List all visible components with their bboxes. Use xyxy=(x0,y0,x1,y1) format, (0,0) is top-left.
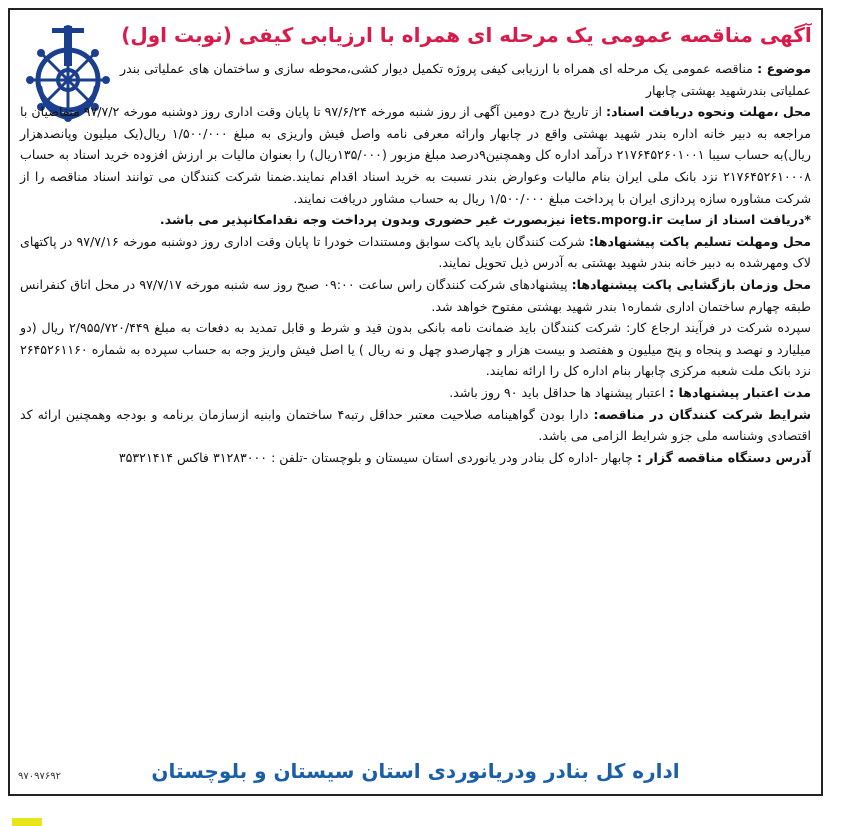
guarantee-paragraph: سپرده شرکت در فرآیند ارجاع کار: شرکت کنندگان باید ضمانت نامه بانکی بدون قید و شرط و قابل تمدید به دفعات به مبلغ ۲/۹۵۵/۷۲۰/۴۴۹ ریال (دو میلیارد و نهصد و پنجاه و پنج میلیون و هفتصد و بیست هزار و چهارصدو چهل و نه ریال ) یا اصل فیش واریز وجه به حساب سپرده به شماره ۲۶۴۵۲۶۱۱۶۰ نزد بانک ملت شعبه مرکزی چابهار بنام اداره کل را ارائه نمایند. xyxy=(20,320,811,379)
issuing-authority-footer: اداره کل بنادر ودریانوردی استان سیستان و بلوچستان xyxy=(151,759,680,783)
docs-deadline-text: از تاریخ درج دومین آگهی از روز شنبه مورخه ۹۷/۶/۲۴ تا پایان وقت اداری روز دوشنبه مورخه ۹۷/۷/۲ متقاضیان با مراجعه به دبیر خانه اداره بندر شهید بهشتی واقع در چابهار وارائه معرفی نامه واصل فیش واریزی به مبلغ ۱/۵۰۰/۰۰۰ ریال(یک میلیون وپانصدهزار ریال)به حساب سیبا ۲۱۷۶۴۵۲۶۰۱۰۰۱ درآمد اداره کل وهمچنین۹درصد مبلغ مزبور (۱۳۵/۰۰۰ریال) را بعنوان مالیات بر ارزش افزوده خرید اسناد به حساب ۲۱۷۶۴۵۲۶۱۰۰۰۸ نزد بانک ملی ایران بنام مالیات وعوارض بندر نسبت به خرید اسناد اقدام نمایند.ضمنا شرکت کنندگان می توانند اسناد مناقصه را از شرکت مشاوره سازه پردازی ایران با پرداخت مبلغ ۱/۵۰۰/۰۰۰ ریال به حساب مشاور دریافت نمایند. xyxy=(20,104,812,206)
address-text: چابهار -اداره کل بنادر ودر یانوردی استان سیستان و بلوچستان -تلفن : ۳۱۲۸۳۰۰۰ فاکس ۳۵۳۲۱۴۱۴ xyxy=(118,449,633,465)
address-label: آدرس دستگاه مناقصه گزار : xyxy=(636,449,811,465)
tender-ad-frame xyxy=(8,8,823,796)
conditions-paragraph xyxy=(20,404,811,447)
submission-text: شرکت کنندگان باید پاکت سوابق ومستندات خودرا تا پایان وقت اداری روز دوشنبه مورخه ۹۷/۷/۱۶ در پاکتهای لاک ومهرشده به دبیر خانه بندر شهید بهشتی به آدرس ذیل تحویل نمایند. xyxy=(20,233,811,271)
opening-label: محل وزمان بازگشایی پاکت پیشنهادها: xyxy=(571,276,812,292)
ad-reference-code: ۹۷۰۹۷۶۹۲ xyxy=(18,771,61,782)
subject-text: مناقصه عمومی یک مرحله ای همراه با ارزیابی کیفی پروژه تکمیل دیوار کشی،محوطه سازی و ساختمان های عملیاتی بندر عملیاتی بندرشهید بهشتی چابهار xyxy=(120,61,811,98)
validity-paragraph xyxy=(20,382,811,404)
validity-label: مدت اعتبار پیشنهادها : xyxy=(669,384,811,400)
submission-label: محل ومهلت تسلیم پاکت پیشنهادها: xyxy=(588,233,811,249)
ad-body xyxy=(20,58,811,468)
submission-paragraph xyxy=(20,231,811,274)
validity-text: اعتبار پیشنهاد ها حداقل باید ۹۰ روز باشد. xyxy=(449,384,666,400)
corner-mark xyxy=(12,818,42,826)
opening-text: پیشنهادهای شرکت کنندگان راس ساعت ۰۹:۰۰ صبح روز سه شنبه مورخه ۹۷/۷/۱۷ در محل اتاق کنفرانس طبقه چهارم ساختمان اداری شماره۱ بندر شهید بهشتی مفتوح خواهد شد. xyxy=(20,276,811,314)
address-paragraph xyxy=(20,447,811,469)
subject-paragraph xyxy=(120,58,811,101)
ad-title: آگهی مناقصه عمومی یک مرحله ای همراه با ارزیابی کیفی (نوبت اول) xyxy=(121,23,812,47)
subject-label: موضوع : xyxy=(757,61,811,76)
opening-paragraph xyxy=(20,274,811,317)
online-notice: *دریافت اسناد از سایت iets.mporg.ir نیزبصورت غیر حضوری وبدون پرداخت وجه نقدامکانپذیر می باشد. xyxy=(159,212,811,228)
docs-deadline-label: محل ،مهلت ونحوه دریافت اسناد: xyxy=(606,104,811,120)
docs-deadline-paragraph xyxy=(20,101,811,209)
conditions-text: دارا بودن گواهینامه صلاحیت معتبر حداقل رتبه۴ ساختمان وابنیه ازسازمان برنامه و بودجه وهمچنین ارائه کد اقتصادی وشناسه ملی جزو شرایط الزامی می باشد. xyxy=(20,406,811,444)
conditions-label: شرایط شرکت کنندگان در مناقصه: xyxy=(593,406,811,422)
